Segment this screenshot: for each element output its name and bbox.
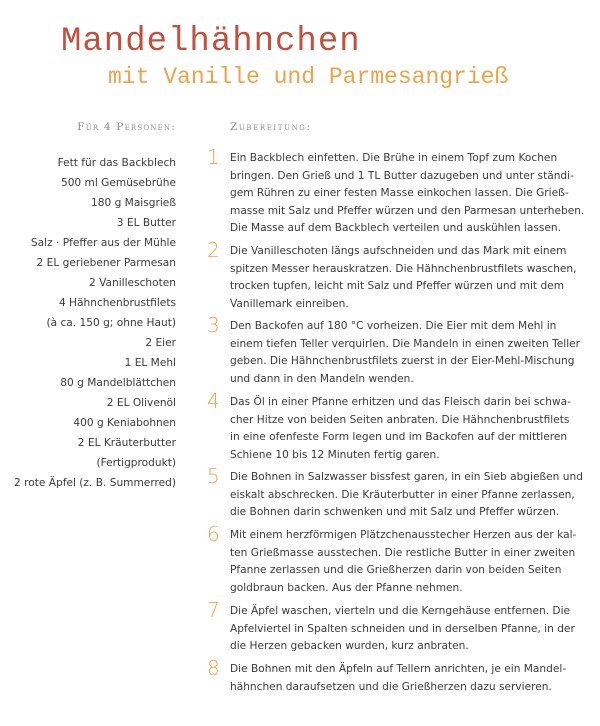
step-5 [207,464,592,522]
step-line: einem tiefen Teller verquirlen. Die Mandeln in einen zweiten Teller [230,337,581,350]
step-number: 8 [207,656,220,680]
step-number: 2 [207,238,220,262]
ingredient-item: 2 rote Äpfel (z. B. Summerred) [14,477,176,489]
step-line: und dann in den Mandeln wenden. [230,372,414,385]
step-line: Die Vanilleschoten längs aufschneiden und das Mark mit einem [230,245,567,257]
ingredient-item: 500 ml Gemüsebrühe [60,177,176,189]
step-line: die Herzen gebacken wurden, kurz anbraten. [230,640,469,653]
step-text [230,469,592,522]
step-7 [207,598,592,656]
step-8 [207,656,592,696]
step-1 [207,145,592,238]
ingredient-item: (Fertigprodukt) [96,457,176,469]
ingredient-item: 2 EL Kräuterbutter [77,437,176,449]
ingredient-item: 2 Vanilleschoten [88,277,176,289]
step-line: bringen. Den Grieß und 1 TL Butter dazugeben und unter ständi- [230,169,574,182]
step-line: Schiene 10 bis 12 Minuten fertig garen. [230,448,440,461]
step-line: Mit einem herzförmigen Plätzchenausstecher Herzen aus der kal- [230,529,577,541]
step-line: Ein Backblech einfetten. Die Brühe in einem Topf zum Kochen [230,152,558,164]
step-line: Die Bohnen in Salzwasser bissfest garen, in ein Sieb abgießen und [230,471,583,483]
ingredients-heading: Für 4 Personen: [77,121,176,133]
step-text [230,150,592,238]
ingredient-item: Fett für das Backblech [57,157,176,169]
step-line: eiskalt abschrecken. Die Kräuterbutter in einer Pfanne zerlassen, [230,488,575,501]
step-line: Das Öl in einer Pfanne erhitzen und das Fleisch darin bei schwa- [230,396,571,408]
ingredient-item: 2 Eier [145,337,176,349]
step-line: Vanillemark einreiben. [230,297,349,310]
step-3 [207,313,592,388]
step-number: 5 [207,464,220,488]
ingredient-item: Salz · Pfeffer aus der Mühle [30,237,176,249]
step-line: Die Äpfel waschen, vierteln und die Kerngehäuse entfernen. Die [230,605,571,617]
ingredients-list [14,153,176,493]
ingredient-item: 400 g Keniabohnen [73,417,176,429]
step-line: gem Rühren zu einer festen Masse einkochen lassen. Die Grieß- [230,187,569,200]
ingredient-item: 180 g Maisgrieß [91,197,176,209]
ingredient-item: 2 EL Olivenöl [106,397,176,409]
step-2 [207,238,592,313]
step-number: 6 [207,522,220,546]
step-text [230,243,592,313]
step-line: die Bohnen darin schwenken und mit Salz und Pfeffer würzen. [230,506,560,519]
step-number: 3 [207,313,220,337]
step-line: Die Masse auf dem Backblech verteilen und auskühlen lassen. [230,222,561,235]
step-line: trocken tupfen, leicht mit Salz und Pfeffer würzen und mit dem [230,280,565,293]
step-number: 7 [207,598,220,622]
ingredient-item: 80 g Mandelblättchen [60,377,176,389]
step-line: masse mit Salz und Pfeffer würzen und den Parmesan unterheben. [230,204,585,217]
step-line: cher Hitze von beiden Seiten anbraten. Die Hähnchenbrustfilets [230,413,570,426]
step-number: 4 [207,389,220,413]
ingredient-item: 3 EL Butter [116,217,176,229]
ingredient-item: (à ca. 150 g; ohne Haut) [46,317,176,329]
recipe-subtitle: mit Vanille und Parmesangrieß [108,64,509,90]
recipe-title: Mandelhähnchen [61,23,361,61]
step-text [230,661,592,696]
step-6 [207,522,592,597]
step-line: hähnchen daraufsetzen und die Grießherzen dazu servieren. [230,680,552,693]
step-text [230,318,592,388]
step-4 [207,389,592,464]
step-text [230,527,592,597]
step-text [230,603,592,656]
step-line: Die Bohnen mit den Äpfeln auf Tellern anrichten, je ein Mandel- [230,663,567,675]
step-line: Pfanne zerlassen und die Grießherzen darin von beiden Seiten [230,564,562,577]
ingredient-item: 4 Hähnchenbrustfilets [58,297,176,309]
step-line: ten Grießmasse ausstechen. Die restliche Butter in einer zweiten [230,546,576,559]
step-line: Den Backofen auf 180 °C vorheizen. Die Eier mit dem Mehl in [230,320,557,332]
preparation-heading: Zubereitung: [230,121,312,133]
step-line: geben. Die Hähnchenbrustfilets zuerst in der Eier-Mehl-Mischung [230,355,575,368]
step-text [230,394,592,464]
step-line: in eine ofenfeste Form legen und im Backofen auf der mittleren [230,431,568,444]
ingredient-item: 2 EL geriebener Parmesan [36,257,176,269]
step-line: Apfelviertel in Spalten schneiden und in derselben Pfanne, in der [230,622,575,635]
step-line: spitzen Messer herauskratzen. Die Hähnchenbrustfilets waschen, [230,262,577,275]
step-number: 1 [207,145,220,169]
step-line: goldbraun backen. Aus der Pfanne nehmen. [230,581,463,594]
ingredient-item: 1 EL Mehl [124,357,176,369]
